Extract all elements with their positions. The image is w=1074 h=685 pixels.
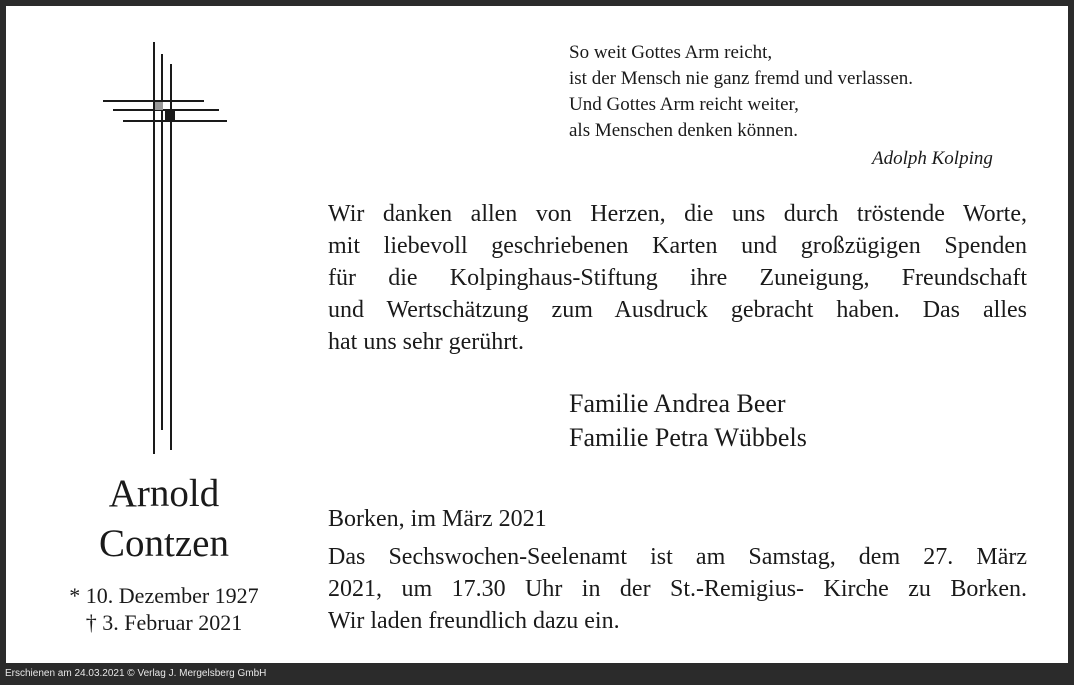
poem-line: So weit Gottes Arm reicht,: [569, 42, 773, 63]
poem: [569, 40, 913, 144]
deceased-last-name: Contzen: [99, 522, 229, 565]
thanks-line: mit liebevoll geschriebenen Karten und großzügigen Spenden: [328, 233, 1027, 259]
thanks-paragraph: [328, 198, 1027, 358]
poem-author: Adolph Kolping: [872, 148, 993, 169]
announcement-paragraph: [328, 541, 1027, 637]
death-date: † 3. Februar 2021: [85, 610, 243, 635]
birth-date: * 10. Dezember 1927: [69, 583, 259, 608]
announcement-line: Wir laden freundlich dazu ein.: [328, 608, 620, 634]
thanks-line: für die Kolpinghaus-Stiftung ihre Zuneigung, Freundschaft: [328, 265, 1027, 291]
thanks-line: und Wertschätzung zum Ausdruck gebracht haben. Das alles: [328, 297, 1027, 323]
publication-footer: Erschienen am 24.03.2021 © Verlag J. Mergelsberg GmbH: [5, 668, 267, 679]
deceased-first-name: Arnold: [108, 472, 220, 515]
poem-line: Und Gottes Arm reicht weiter,: [569, 94, 799, 115]
announcement-line: 2021, um 17.30 Uhr in der St.-Remigius- Kirche zu Borken.: [328, 576, 1027, 602]
poem-line: ist der Mensch nie ganz fremd und verlassen.: [569, 68, 914, 89]
cross-icon: [101, 40, 231, 454]
thanks-line: hat uns sehr gerührt.: [328, 329, 524, 355]
family-name: Familie Andrea Beer: [569, 389, 786, 418]
place-and-date: Borken, im März 2021: [328, 506, 547, 532]
thanks-line: Wir danken allen von Herzen, die uns durch tröstende Worte,: [328, 201, 1027, 227]
family-name: Familie Petra Wübbels: [569, 423, 807, 452]
poem-line: als Menschen denken können.: [569, 120, 798, 141]
obituary-card: [6, 6, 1068, 663]
announcement-line: Das Sechswochen-Seelenamt ist am Samstag, dem 27. März: [328, 544, 1027, 570]
